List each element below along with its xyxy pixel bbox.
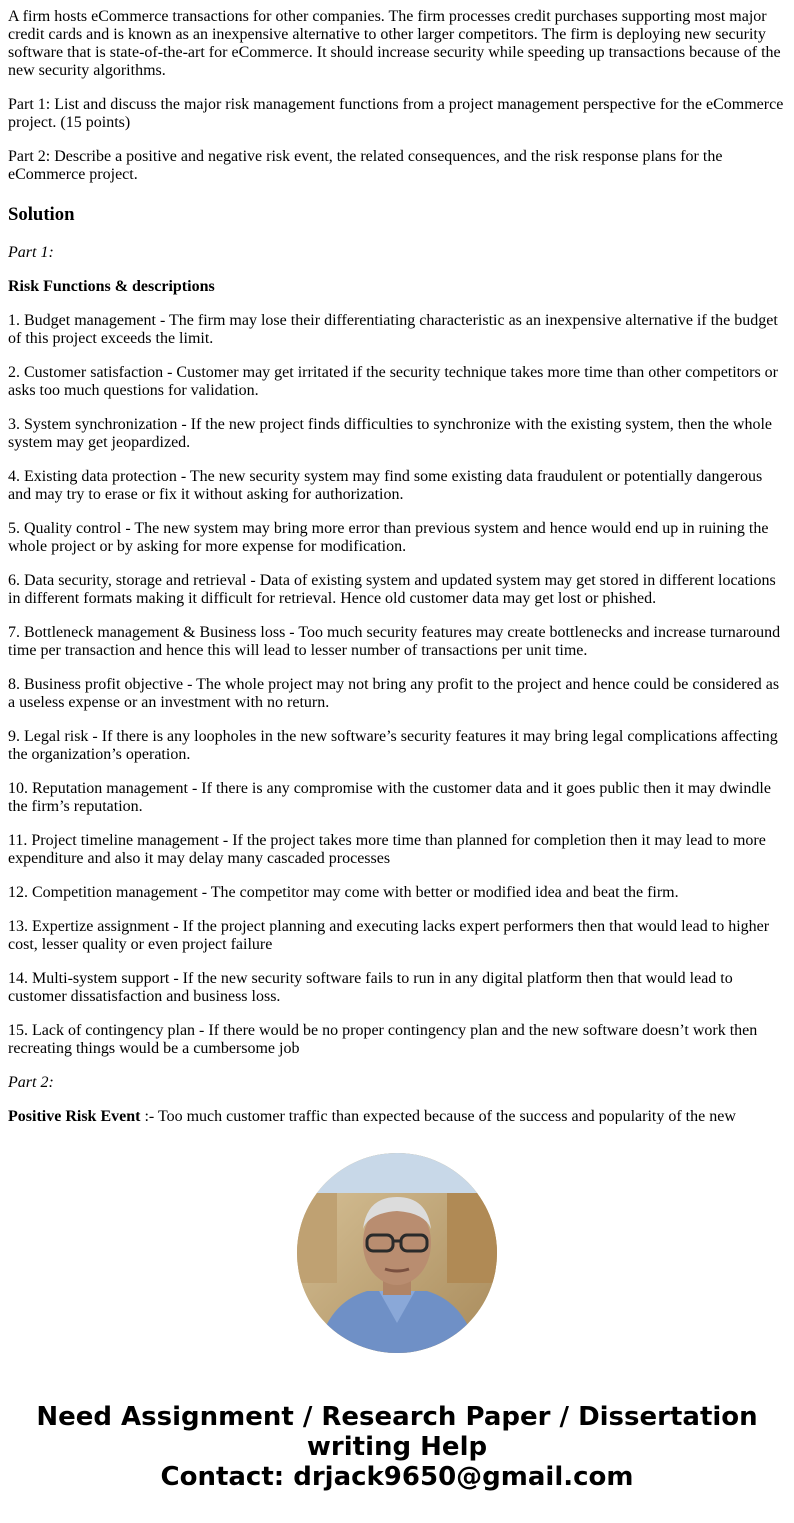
promo-banner [0,1402,794,1492]
question-intro: A firm hosts eCommerce transactions for other companies. The firm processes credit purchases supporting most major credit cards and is known as an inexpensive alternative to other larger competitors. The firm is deploying new security software that is state-of-the-art for eCommerce. It should increase security while speeding up transactions because of the new security algorithms. [8,8,781,79]
risk-item: 8. Business profit objective - The whole project may not bring any profit to the project and hence could be considered as a useless expense or an investment with no return. [8,676,780,711]
risk-functions-heading: Risk Functions & descriptions [8,278,215,295]
risk-item: 7. Bottleneck management & Business loss - Too much security features may create bottlenecks and increase turnaround time per transaction and hence this will lead to lesser number of transactions per unit time. [8,624,781,659]
risk-item: 5. Quality control - The new system may bring more error than previous system and hence would end up in ruining the whole project or by asking for more expense for modification. [8,520,769,555]
question-part1: Part 1: List and discuss the major risk management functions from a project management perspective for the eCommerce project. (15 points) [8,96,784,131]
positive-risk-paragraph [8,1108,786,1124]
risk-item: 14. Multi-system support - If the new security software fails to run in any digital platform then that would lead to customer dissatisfaction and business loss. [8,970,733,1005]
promo-line: Need Assignment / Research Paper / Dissertation [36,1402,758,1432]
risk-item: 6. Data security, storage and retrieval - Data of existing system and updated system may get stored in different locations in different formats making it difficult for retrieval. Hence old customer data may get lost or phished. [8,572,776,607]
risk-item: 10. Reputation management - If there is any compromise with the customer data and it goes public then it may dwindle the firm’s reputation. [8,780,771,815]
promo-line: writing Help [306,1432,488,1462]
author-photo-image [297,1153,497,1353]
solution-heading: Solution [8,204,75,225]
part1-label: Part 1: [8,244,54,261]
risk-item: 12. Competition management - The competitor may come with better or modified idea and beat the firm. [8,884,679,901]
risk-item: 2. Customer satisfaction - Customer may get irritated if the security technique takes more time than other competitors or asks too much questions for validation. [8,364,779,399]
risk-item: 1. Budget management - The firm may lose their differentiating characteristic as an inexpensive alternative if the budget of this project exceeds the limit. [8,312,778,347]
risk-item: 9. Legal risk - If there is any loopholes in the new software’s security features it may bring legal complications affecting the organization’s operation. [8,728,778,763]
promo-contact: Contact: drjack9650@gmail.com [160,1462,634,1492]
risk-item: 3. System synchronization - If the new project finds difficulties to synchronize with the existing system, then the whole system may get jeopardized. [8,416,772,451]
author-photo [297,1153,497,1353]
document-body [8,0,786,1124]
risk-item: 13. Expertize assignment - If the project planning and executing lacks expert performers then that would lead to higher cost, lesser quality or even project failure [8,918,770,953]
question-part2: Part 2: Describe a positive and negative risk event, the related consequences, and the risk response plans for the eCommerce project. [8,148,723,183]
positive-risk-text: :- Too much customer traffic than expected because of the success and popularity of the new [140,1108,736,1124]
positive-risk-label: Positive Risk Event [8,1108,141,1124]
part2-label: Part 2: [8,1074,54,1091]
risk-item: 15. Lack of contingency plan - If there would be no proper contingency plan and the new software doesn’t work then recreating things would be a cumbersome job [8,1022,758,1057]
risk-item: 11. Project timeline management - If the project takes more time than planned for completion then it may lead to more expenditure and also it may delay many cascaded processes [8,832,766,867]
risk-item: 4. Existing data protection - The new security system may find some existing data fraudulent or potentially dangerous and may try to erase or fix it without asking for authorization. [8,468,763,503]
